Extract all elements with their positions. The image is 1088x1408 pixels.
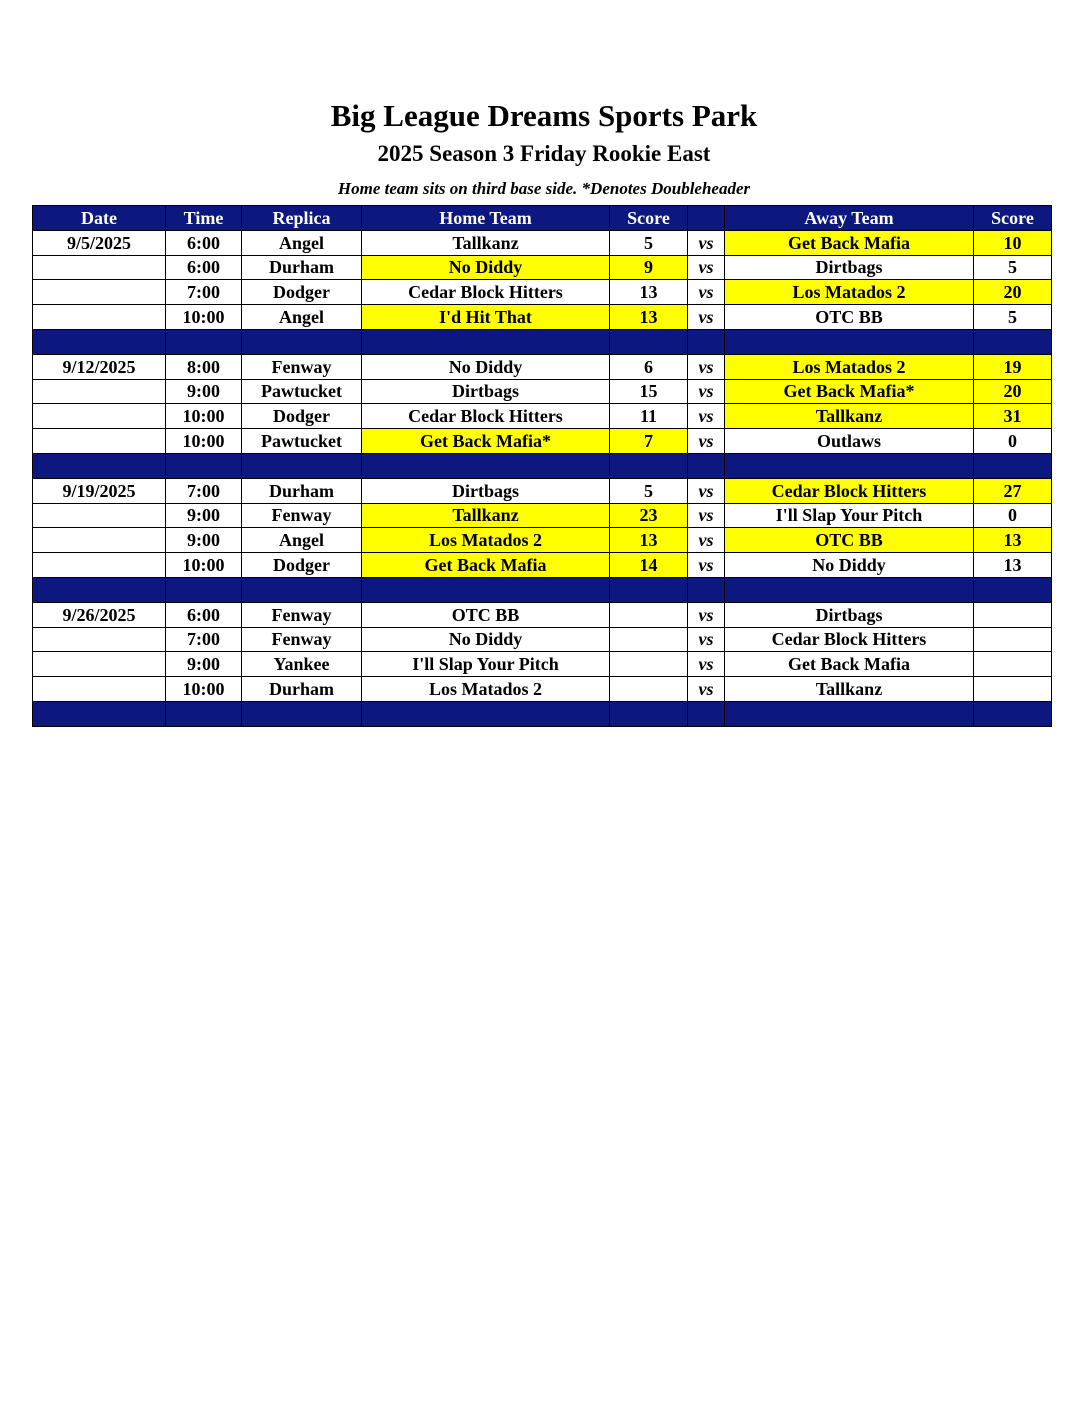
game-time: 10:00 [166, 553, 242, 578]
game-time: 10:00 [166, 404, 242, 429]
separator-cell [33, 701, 166, 726]
away-team: Get Back Mafia* [725, 379, 974, 404]
away-score: 5 [974, 255, 1052, 280]
away-score [974, 627, 1052, 652]
game-time: 7:00 [166, 627, 242, 652]
home-team: Cedar Block Hitters [362, 404, 610, 429]
game-replica: Fenway [242, 602, 362, 627]
column-header-away-team: Away Team [725, 206, 974, 231]
table-row [33, 553, 1052, 578]
away-score [974, 652, 1052, 677]
game-date: 9/19/2025 [33, 478, 166, 503]
game-time: 7:00 [166, 280, 242, 305]
away-team: Outlaws [725, 429, 974, 454]
game-date [33, 677, 166, 702]
away-team: OTC BB [725, 305, 974, 330]
away-score [974, 677, 1052, 702]
game-replica: Fenway [242, 503, 362, 528]
separator-cell [610, 329, 688, 354]
separator-cell [610, 453, 688, 478]
separator-cell [166, 453, 242, 478]
table-row [33, 404, 1052, 429]
vs-label: vs [688, 478, 725, 503]
game-date [33, 280, 166, 305]
game-time: 9:00 [166, 652, 242, 677]
away-team: Get Back Mafia [725, 652, 974, 677]
game-date: 9/26/2025 [33, 602, 166, 627]
home-score: 9 [610, 255, 688, 280]
home-team: Get Back Mafia* [362, 429, 610, 454]
away-team: Cedar Block Hitters [725, 478, 974, 503]
home-score: 5 [610, 478, 688, 503]
game-replica: Durham [242, 478, 362, 503]
away-score: 19 [974, 354, 1052, 379]
game-replica: Durham [242, 677, 362, 702]
home-team: Tallkanz [362, 503, 610, 528]
table-row [33, 280, 1052, 305]
table-row [33, 677, 1052, 702]
separator-cell [610, 701, 688, 726]
separator-cell [610, 577, 688, 602]
vs-label: vs [688, 404, 725, 429]
away-team: Dirtbags [725, 602, 974, 627]
game-replica: Fenway [242, 354, 362, 379]
home-score: 13 [610, 280, 688, 305]
separator-cell [725, 329, 974, 354]
game-date [33, 429, 166, 454]
away-team: I'll Slap Your Pitch [725, 503, 974, 528]
table-row [33, 503, 1052, 528]
game-time: 9:00 [166, 503, 242, 528]
week-separator-row [33, 701, 1052, 726]
away-score: 31 [974, 404, 1052, 429]
home-team: I'll Slap Your Pitch [362, 652, 610, 677]
game-time: 7:00 [166, 478, 242, 503]
away-score: 10 [974, 230, 1052, 255]
game-replica: Dodger [242, 280, 362, 305]
separator-cell [688, 577, 725, 602]
away-team: Tallkanz [725, 677, 974, 702]
game-time: 10:00 [166, 677, 242, 702]
game-replica: Durham [242, 255, 362, 280]
game-time: 8:00 [166, 354, 242, 379]
game-replica: Angel [242, 528, 362, 553]
game-date [33, 627, 166, 652]
game-date [33, 305, 166, 330]
vs-label: vs [688, 305, 725, 330]
column-header-home-score: Score [610, 206, 688, 231]
separator-cell [33, 577, 166, 602]
away-score: 5 [974, 305, 1052, 330]
game-replica: Angel [242, 305, 362, 330]
separator-cell [166, 329, 242, 354]
vs-label: vs [688, 528, 725, 553]
schedule-table [32, 205, 1052, 727]
separator-cell [242, 701, 362, 726]
column-header-time: Time [166, 206, 242, 231]
home-team: Tallkanz [362, 230, 610, 255]
separator-cell [242, 329, 362, 354]
separator-cell [688, 701, 725, 726]
separator-cell [362, 577, 610, 602]
separator-cell [688, 329, 725, 354]
table-row [33, 478, 1052, 503]
separator-cell [688, 453, 725, 478]
separator-cell [725, 577, 974, 602]
doubleheader-note: Home team sits on third base side. *Denotes Doubleheader [337, 179, 751, 198]
game-time: 10:00 [166, 305, 242, 330]
home-team: OTC BB [362, 602, 610, 627]
home-team: No Diddy [362, 627, 610, 652]
separator-cell [33, 453, 166, 478]
game-time: 10:00 [166, 429, 242, 454]
separator-cell [166, 577, 242, 602]
home-score [610, 602, 688, 627]
separator-cell [974, 701, 1052, 726]
game-replica: Pawtucket [242, 379, 362, 404]
separator-cell [362, 701, 610, 726]
away-team: Get Back Mafia [725, 230, 974, 255]
vs-label: vs [688, 602, 725, 627]
separator-cell [974, 329, 1052, 354]
home-team: Los Matados 2 [362, 528, 610, 553]
table-row [33, 255, 1052, 280]
game-replica: Fenway [242, 627, 362, 652]
game-date: 9/5/2025 [33, 230, 166, 255]
game-date [33, 528, 166, 553]
page-subtitle: 2025 Season 3 Friday Rookie East [377, 141, 711, 166]
away-score: 13 [974, 528, 1052, 553]
home-score: 13 [610, 528, 688, 553]
separator-cell [242, 453, 362, 478]
home-score [610, 677, 688, 702]
game-date [33, 255, 166, 280]
game-replica: Yankee [242, 652, 362, 677]
schedule-body [33, 230, 1052, 726]
vs-label: vs [688, 627, 725, 652]
table-row [33, 379, 1052, 404]
home-team: Cedar Block Hitters [362, 280, 610, 305]
away-score: 27 [974, 478, 1052, 503]
separator-cell [974, 453, 1052, 478]
vs-label: vs [688, 280, 725, 305]
home-team: Los Matados 2 [362, 677, 610, 702]
home-score: 6 [610, 354, 688, 379]
separator-cell [725, 453, 974, 478]
game-time: 6:00 [166, 230, 242, 255]
away-score: 13 [974, 553, 1052, 578]
away-team: OTC BB [725, 528, 974, 553]
home-score: 13 [610, 305, 688, 330]
table-row [33, 652, 1052, 677]
table-row [33, 305, 1052, 330]
game-time: 6:00 [166, 255, 242, 280]
away-score: 0 [974, 503, 1052, 528]
table-row [33, 354, 1052, 379]
away-team: Dirtbags [725, 255, 974, 280]
away-team: Los Matados 2 [725, 354, 974, 379]
away-team: Los Matados 2 [725, 280, 974, 305]
game-replica: Dodger [242, 553, 362, 578]
vs-label: vs [688, 553, 725, 578]
game-date [33, 379, 166, 404]
table-row [33, 528, 1052, 553]
separator-cell [974, 577, 1052, 602]
vs-label: vs [688, 354, 725, 379]
away-team: Cedar Block Hitters [725, 627, 974, 652]
away-team: Tallkanz [725, 404, 974, 429]
game-time: 9:00 [166, 379, 242, 404]
away-score: 20 [974, 379, 1052, 404]
game-replica: Angel [242, 230, 362, 255]
separator-cell [33, 329, 166, 354]
column-header-replica: Replica [242, 206, 362, 231]
home-score: 15 [610, 379, 688, 404]
game-replica: Pawtucket [242, 429, 362, 454]
home-team: Dirtbags [362, 478, 610, 503]
game-replica: Dodger [242, 404, 362, 429]
separator-cell [166, 701, 242, 726]
table-row [33, 230, 1052, 255]
page-title: Big League Dreams Sports Park [330, 98, 758, 133]
home-score: 23 [610, 503, 688, 528]
column-header-home-team: Home Team [362, 206, 610, 231]
home-team: Dirtbags [362, 379, 610, 404]
game-time: 9:00 [166, 528, 242, 553]
table-row [33, 602, 1052, 627]
game-date [33, 404, 166, 429]
separator-cell [242, 577, 362, 602]
table-row [33, 429, 1052, 454]
home-team: No Diddy [362, 255, 610, 280]
column-header-date: Date [33, 206, 166, 231]
column-header-vs [688, 206, 725, 231]
away-score [974, 602, 1052, 627]
column-header-away-score: Score [974, 206, 1052, 231]
home-team: I'd Hit That [362, 305, 610, 330]
home-team: No Diddy [362, 354, 610, 379]
home-score [610, 652, 688, 677]
vs-label: vs [688, 230, 725, 255]
week-separator-row [33, 577, 1052, 602]
vs-label: vs [688, 379, 725, 404]
home-score: 7 [610, 429, 688, 454]
vs-label: vs [688, 652, 725, 677]
table-header-row [33, 206, 1052, 231]
home-score: 11 [610, 404, 688, 429]
game-date: 9/12/2025 [33, 354, 166, 379]
separator-cell [362, 453, 610, 478]
game-date [33, 652, 166, 677]
home-score: 5 [610, 230, 688, 255]
vs-label: vs [688, 503, 725, 528]
away-team: No Diddy [725, 553, 974, 578]
separator-cell [362, 329, 610, 354]
game-date [33, 503, 166, 528]
week-separator-row [33, 453, 1052, 478]
home-team: Get Back Mafia [362, 553, 610, 578]
table-row [33, 627, 1052, 652]
vs-label: vs [688, 255, 725, 280]
away-score: 20 [974, 280, 1052, 305]
game-date [33, 553, 166, 578]
vs-label: vs [688, 429, 725, 454]
week-separator-row [33, 329, 1052, 354]
vs-label: vs [688, 677, 725, 702]
separator-cell [725, 701, 974, 726]
game-time: 6:00 [166, 602, 242, 627]
home-score: 14 [610, 553, 688, 578]
away-score: 0 [974, 429, 1052, 454]
home-score [610, 627, 688, 652]
